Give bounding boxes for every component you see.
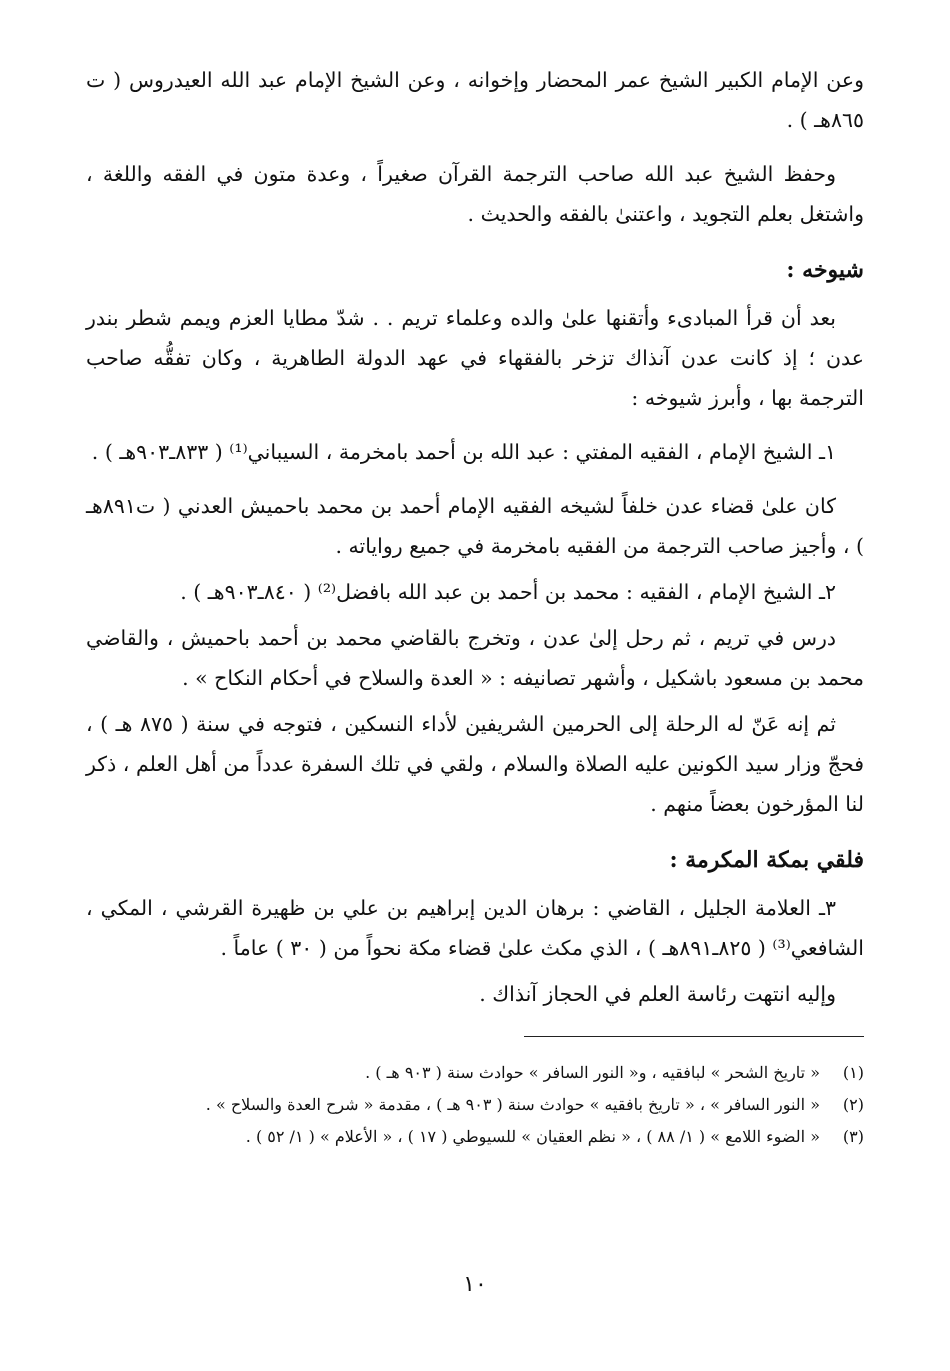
paragraph-5: كان علىٰ قضاء عدن خلفاً لشيخه الفقيه الإمام أحمد بن محمد باحميش العدني ( ت٨٩١هـ ) ، وأجيز صاحب الترجمة من الفقيه بامخرمة في جميع رواياته .	[86, 494, 864, 558]
paragraph-4: ١ـ الشيخ الإمام ، الفقيه المفتي : عبد الله بن أحمد بامخرمة ، السيباني⁽¹⁾ ( ٨٣٣ـ٩٠٣هـ ) .	[91, 440, 836, 464]
paragraph-9: ٣ـ العلامة الجليل ، القاضي : برهان الدين إبراهيم بن علي بن ظهيرة القرشي ، المكي ، الشافعي⁽³⁾ ( ٨٢٥ـ٨٩١هـ ) ، الذي مكث علىٰ قضاء مكة نحواً من ( ٣٠ ) عاماً .	[86, 896, 864, 960]
paragraph-8: ثم إنه عَنّ له الرحلة إلى الحرمين الشريفين لأداء النسكين ، فتوجه في سنة ( ٨٧٥ هـ ) ، فحجّ وزار سيد الكونين عليه الصلاة والسلام ، ولقي في تلك السفرة عدداً من أهل العلم ، ذكر لنا المؤرخون بعضاً منهم .	[86, 712, 864, 816]
heading-shuyukh: شيوخه :	[786, 257, 864, 283]
paragraph-1: وعن الإمام الكبير الشيخ عمر المحضار وإخوانه ، وعن الشيخ الإمام عبد الله العيدروس ( ت ٨٦٥هـ ) .	[86, 68, 864, 132]
footnote-text: « الضوء اللامع » ( ١/ ٨٨ ) ، « نظم العقيان » للسيوطي ( ١٧ ) ، « الأعلام » ( ١/ ٥٢ ) .	[245, 1127, 820, 1146]
paragraph-2: وحفظ الشيخ عبد الله صاحب الترجمة القرآن صغيراً ، وعدة متون في الفقه واللغة ، واشتغل بعلم التجويد ، واعتنىٰ بالفقه والحديث .	[86, 162, 864, 226]
footnote-1	[86, 1057, 864, 1089]
footnote-3	[86, 1121, 864, 1153]
footnote-2	[86, 1089, 864, 1121]
footnotes	[86, 1057, 864, 1153]
heading-makkah: فلقي بمكة المكرمة :	[669, 847, 864, 873]
page-number: ١٠	[463, 1272, 487, 1297]
footnote-divider	[524, 1036, 864, 1037]
paragraph-7: درس في تريم ، ثم رحل إلىٰ عدن ، وتخرج بالقاضي محمد بن أحمد باحميش ، والقاضي محمد بن مسعود باشكيل ، وأشهر تصانيفه : « العدة والسلاح في أحكام النكاح » .	[86, 626, 864, 690]
footnote-text: « النور السافر » ، « تاريخ بافقيه » حوادث سنة ( ٩٠٣ هـ ) ، مقدمة « شرح العدة والسلاح » .	[205, 1095, 820, 1114]
footnote-number: (١)	[842, 1063, 864, 1082]
main-text	[86, 60, 864, 1014]
paragraph-3: بعد أن قرأ المبادىء وأتقنها علىٰ والده وعلماء تريم . . شدّ مطايا العزم ويمم شطر بندر عدن ؛ إذ كانت عدن آنذاك تزخر بالفقهاء في عهد الدولة الطاهرية ، وكان تفقُّه صاحب الترجمة بها ، وأبرز شيوخه :	[86, 306, 864, 410]
footnote-number: (٣)	[842, 1127, 864, 1146]
paragraph-10: وإليه انتهت رئاسة العلم في الحجاز آنذاك .	[479, 982, 836, 1006]
footnote-text: « تاريخ الشحر » لبافقيه ، و« النور السافر » حوادث سنة ( ٩٠٣ هـ ) .	[365, 1063, 820, 1082]
footnote-number: (٢)	[842, 1095, 864, 1114]
paragraph-6: ٢ـ الشيخ الإمام ، الفقيه : محمد بن أحمد بن عبد الله بافضل⁽²⁾ ( ٨٤٠ـ٩٠٣هـ ) .	[180, 580, 836, 604]
